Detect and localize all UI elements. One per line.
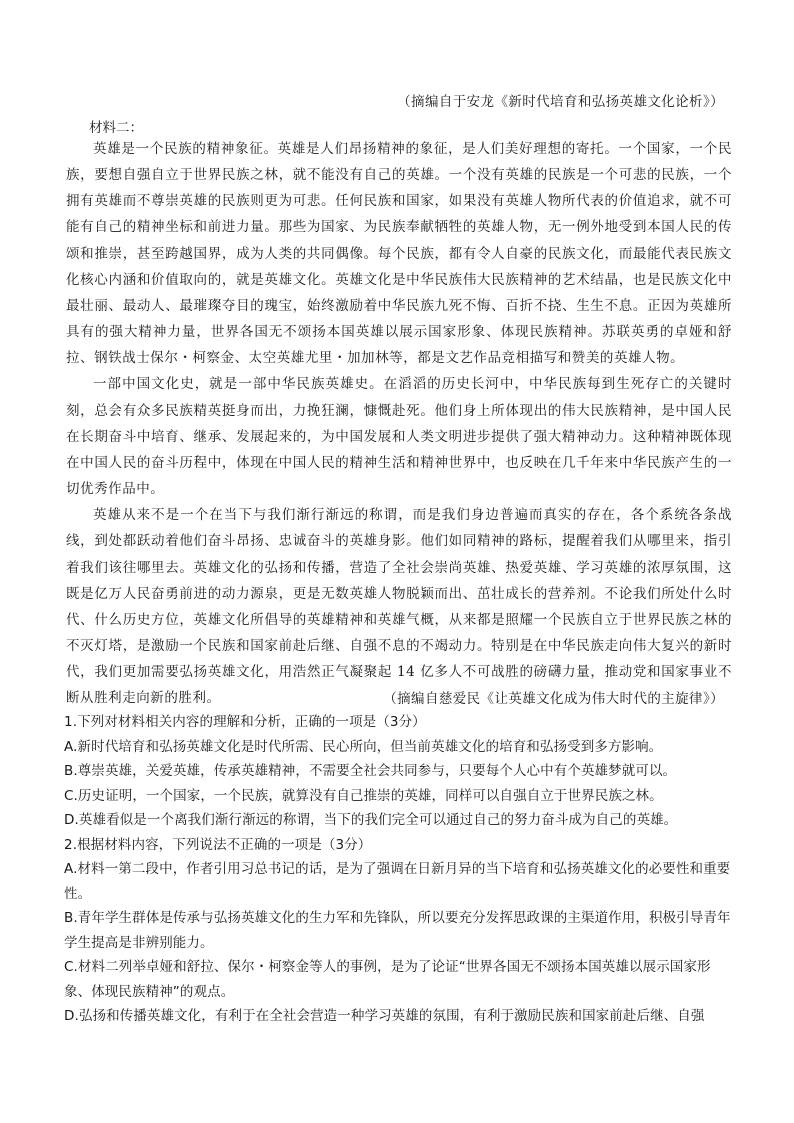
paragraph: 英雄从来不是一个在当下与我们渐行渐远的称谓，而是我们身边普遍而真实的存在，各个系统各条战线，到处都跃动着他们奋斗昂扬、忠诚奋斗的英雄身影。他们如同精神的路标，提醒着我们从哪里来，指引着我们该往哪里去。英雄文化的弘扬和传播，营造了全社会崇尚英雄、热爱英雄、学习英雄的浓厚氛围，这既是亿万人民奋勇前进的动力源泉，更是无数英雄人物脱颖而出、茁壮成长的营养剂。不论我们所处什么时代、什么历史方位，英雄文化所倡导的英雄精神和英雄气概，从来都是照耀一个民族自立于世界民族之林的不灭灯塔，是激励一个民族和国家前赴后继、自强不息的不竭动力。特别是在中华民族走向伟大复兴的新时代，我们更加需要弘扬英雄文化，用浩然正气凝聚起 14 亿多人不可战胜的磅礴力量，推动党和国家事业不断从胜利走向新的胜利。 [66,507,732,707]
question-1-option-d: D.英雄看似是一个离我们渐行渐远的称谓，当下的我们完全可以通过自己的努力奋斗成为自己的英雄。 [64,812,678,828]
question-1-option-a: A.新时代培育和弘扬英雄文化是时代所需、民心所向，但当前英雄文化的培育和弘扬受到多方影响。 [64,738,663,755]
material-2-body [66,136,732,711]
question-1-stem: 1.下列对材料相关内容的理解和分析，正确的一项是（3分） [64,714,426,730]
question-2-option-c: C.材料二列举卓娅和舒拉、保尔・柯察金等人的事例，是为了论证“世界各国无不颂扬本国英雄以展示国家形象、体现民族精神”的观点。 [64,959,711,1000]
source-citation-2: （摘编自慈爱民《让英雄文化成为伟大时代的主旋律》） [383,691,724,707]
questions-section [64,710,736,1029]
question-2-option-b: B.青年学生群体是传承与弘扬英雄文化的生力军和先锋队，所以要充分发挥思政课的主渠道作用，积极引导青年学生提高是非辨别能力。 [64,910,731,951]
source-citation-1: （摘编自于安龙《新时代培育和弘扬英雄文化论析》） [397,94,724,110]
question-1-option-c: C.历史证明，一个国家，一个民族，就算没有自己推崇的英雄，同样可以自强自立于世界民族之林。 [64,787,663,804]
question-1-option-b: B.尊崇英雄，关爱英雄，传承英雄精神，不需要全社会共同参与，只要每个人心中有个英雄梦就可以。 [64,763,677,779]
question-2-option-a: A.材料一第二段中，作者引用习总书记的话，是为了强调在日新月异的当下培育和弘扬英雄文化的必要性和重要性。 [64,861,731,902]
material-2-label: 材料二： [89,120,143,136]
question-2-option-d: D.弘扬和传播英雄文化，有利于在全社会营造一种学习英雄的氛围，有利于激励民族和国家前赴后继、自强 [64,1008,705,1024]
question-2-stem: 2.根据材料内容，下列说法不正确的一项是（3分） [64,836,372,853]
paragraph: 一部中国文化史，就是一部中华民族英雄史。在滔滔的历史长河中，中华民族每到生死存亡的关键时刻，总会有众多民族精英挺身而出，力挽狂澜，慷慨赴死。他们身上所体现出的伟大民族精神，是中国人民在长期奋斗中培育、继承、发展起来的，为中国发展和人类文明进步提供了强大精神动力。这种精神既体现在中国人民的奋斗历程中，体现在中国人民的精神生活和精神世界中，也反映在几千年来中华民族产生的一切优秀作品中。 [66,376,732,498]
paragraph: 英雄是一个民族的精神象征。英雄是人们昂扬精神的象征，是人们美好理想的寄托。一个国家，一个民族，要想自强自立于世界民族之林，就不能没有自己的英雄。一个没有英雄的民族是一个可悲的民族，一个拥有英雄而不尊崇英雄的民族则更为可悲。任何民族和国家，如果没有英雄人物所代表的价值追求，就不可能有自己的精神坐标和前进力量。那些为国家、为民族奉献牺牲的英雄人物，无一例外地受到本国人民的传颂和推崇，甚至跨越国界，成为人类的共同偶像。每个民族，都有令人自豪的民族文化，而最能代表民族文化核心内涵和价值取向的，就是英雄文化。英雄文化是中华民族伟大民族精神的艺术结晶，也是民族文化中最壮丽、最动人、最璀璨夺目的瑰宝，始终激励着中华民族九死不悔、百折不挠、生生不息。正因为英雄所具有的强大精神力量，世界各国无不颂扬本国英雄以展示国家形象、体现民族精神。苏联英勇的卓娅和舒拉、钢铁战士保尔・柯察金、太空英雄尤里・加加林等，都是文艺作品竞相描写和赞美的英雄人物。 [66,141,732,367]
